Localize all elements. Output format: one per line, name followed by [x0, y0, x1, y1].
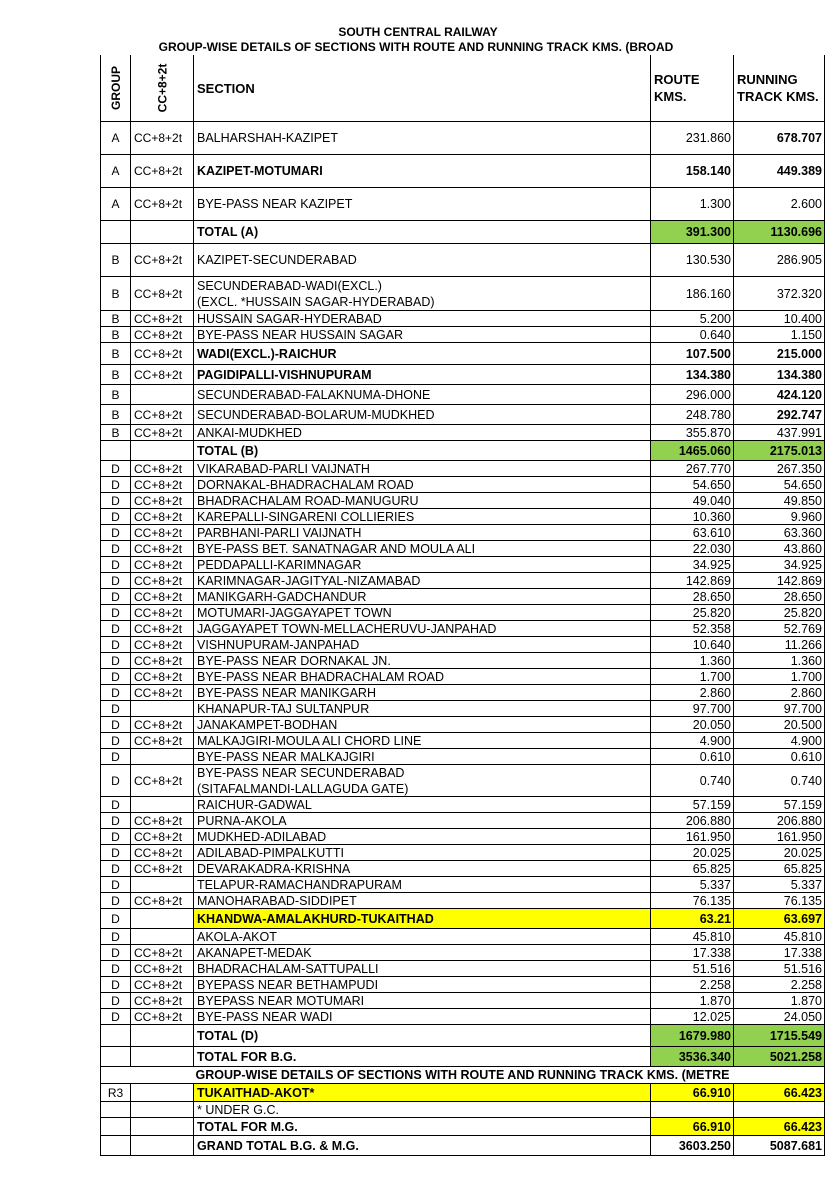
cc-cell: CC+8+2t	[131, 122, 194, 155]
cc-cell: CC+8+2t	[131, 493, 194, 509]
running-track-kms-cell: 292.747	[734, 405, 825, 425]
route-kms-cell: 49.040	[651, 493, 734, 509]
cc-cell: CC+8+2t	[131, 813, 194, 829]
route-kms-cell: 2.860	[651, 685, 734, 701]
route-kms-cell: 5.200	[651, 311, 734, 327]
group-cell: B	[100, 405, 131, 425]
running-track-kms-cell: 5021.258	[734, 1047, 825, 1067]
cc-cell: CC+8+2t	[131, 669, 194, 685]
group-cell: B	[100, 327, 131, 343]
running-track-kms-cell: 45.810	[734, 929, 825, 945]
cc-cell: CC+8+2t	[131, 525, 194, 541]
group-cell: D	[100, 621, 131, 637]
cc-cell: CC+8+2t	[131, 477, 194, 493]
running-track-kms-cell: 5087.681	[734, 1136, 825, 1156]
section-line1: BYE-PASS NEAR SECUNDERABAD	[197, 765, 405, 780]
section-cell: KAREPALLI-SINGARENI COLLIERIES	[194, 509, 651, 525]
cc-cell: CC+8+2t	[131, 1009, 194, 1025]
running-track-kms-cell: 17.338	[734, 945, 825, 961]
running-track-kms-cell: 2.600	[734, 188, 825, 221]
running-track-kms-cell: 10.400	[734, 311, 825, 327]
running-track-kms-cell: 57.159	[734, 797, 825, 813]
running-track-kms-cell: 437.991	[734, 425, 825, 441]
group-cell: D	[100, 845, 131, 861]
section-cell: AKANAPET-MEDAK	[194, 945, 651, 961]
group-cell	[100, 1047, 131, 1067]
group-cell: D	[100, 877, 131, 893]
cc-cell: CC+8+2t	[131, 461, 194, 477]
section-cell: BYE-PASS NEAR MALKAJGIRI	[194, 749, 651, 765]
running-track-kms-cell: 11.266	[734, 637, 825, 653]
running-track-kms-cell: 286.905	[734, 244, 825, 277]
running-track-kms-cell: 2175.013	[734, 441, 825, 461]
running-track-kms-cell: 161.950	[734, 829, 825, 845]
section-cell: VISHNUPURAM-JANPAHAD	[194, 637, 651, 653]
route-kms-cell: 57.159	[651, 797, 734, 813]
route-kms-cell: 76.135	[651, 893, 734, 909]
running-track-kms-cell: 76.135	[734, 893, 825, 909]
cc-cell: CC+8+2t	[131, 605, 194, 621]
running-track-kms-cell: 2.860	[734, 685, 825, 701]
running-track-kms-cell: 2.258	[734, 977, 825, 993]
route-kms-cell: 1465.060	[651, 441, 734, 461]
running-track-kms-cell: 372.320	[734, 277, 825, 311]
group-cell: D	[100, 605, 131, 621]
route-kms-cell: 63.610	[651, 525, 734, 541]
running-track-kms-cell: 142.869	[734, 573, 825, 589]
route-kms-cell: 107.500	[651, 343, 734, 365]
route-kms-cell: 267.770	[651, 461, 734, 477]
group-cell: A	[100, 155, 131, 188]
cc-cell: CC+8+2t	[131, 541, 194, 557]
route-kms-cell: 206.880	[651, 813, 734, 829]
group-cell: D	[100, 909, 131, 929]
section-cell: TOTAL FOR M.G.	[194, 1118, 651, 1136]
cc-cell	[131, 221, 194, 244]
cc-cell: CC+8+2t	[131, 405, 194, 425]
group-cell: B	[100, 385, 131, 405]
section-cell: BYEPASS NEAR MOTUMARI	[194, 993, 651, 1009]
running-track-kms-cell: 54.650	[734, 477, 825, 493]
route-kms-cell: 25.820	[651, 605, 734, 621]
section-line1: SECUNDERABAD-WADI(EXCL.)	[197, 278, 382, 293]
group-cell: D	[100, 493, 131, 509]
section-cell: VIKARABAD-PARLI VAIJNATH	[194, 461, 651, 477]
section-cell: PAGIDIPALLI-VISHNUPURAM	[194, 365, 651, 385]
group-cell	[100, 1025, 131, 1047]
group-cell: D	[100, 797, 131, 813]
route-kms-cell: 17.338	[651, 945, 734, 961]
group-cell: D	[100, 765, 131, 797]
route-kms-cell: 52.358	[651, 621, 734, 637]
route-kms-cell	[651, 1102, 734, 1118]
running-track-kms-cell: 134.380	[734, 365, 825, 385]
route-kms-cell: 10.640	[651, 637, 734, 653]
cc-cell: CC+8+2t	[131, 961, 194, 977]
cc-cell: CC+8+2t	[131, 343, 194, 365]
group-cell	[100, 441, 131, 461]
running-track-kms-cell: 5.337	[734, 877, 825, 893]
running-track-kms-cell: 1.700	[734, 669, 825, 685]
route-kms-cell: 45.810	[651, 929, 734, 945]
group-cell: D	[100, 653, 131, 669]
route-kms-cell: 63.21	[651, 909, 734, 929]
cc-cell	[131, 877, 194, 893]
section-cell: MANIKGARH-GADCHANDUR	[194, 589, 651, 605]
group-cell: D	[100, 557, 131, 573]
section-cell: KARIMNAGAR-JAGITYAL-NIZAMABAD	[194, 573, 651, 589]
section-cell: TELAPUR-RAMACHANDRAPURAM	[194, 877, 651, 893]
section-cell: MANOHARABAD-SIDDIPET	[194, 893, 651, 909]
group-cell: D	[100, 733, 131, 749]
section-cell: BYE-PASS NEAR KAZIPET	[194, 188, 651, 221]
group-cell: D	[100, 589, 131, 605]
running-track-kms-cell: 63.697	[734, 909, 825, 929]
section-cell: * UNDER G.C.	[194, 1102, 651, 1118]
route-kms-cell: 130.530	[651, 244, 734, 277]
running-header: RUNNING TRACK KMS.	[734, 55, 825, 122]
running-track-kms-cell: 63.360	[734, 525, 825, 541]
cc-cell	[131, 1136, 194, 1156]
running-track-kms-cell: 20.025	[734, 845, 825, 861]
section-cell: BHADRACHALAM ROAD-MANUGURU	[194, 493, 651, 509]
route-kms-cell: 1.360	[651, 653, 734, 669]
section-cell: ANKAI-MUDKHED	[194, 425, 651, 441]
running-track-kms-cell: 28.650	[734, 589, 825, 605]
group-cell	[100, 1118, 131, 1136]
cc-cell: CC+8+2t	[131, 365, 194, 385]
running-track-kms-cell: 43.860	[734, 541, 825, 557]
group-cell: D	[100, 929, 131, 945]
route-kms-cell: 66.910	[651, 1084, 734, 1102]
cc-cell: CC+8+2t	[131, 829, 194, 845]
group-cell: D	[100, 509, 131, 525]
group-cell: D	[100, 961, 131, 977]
running-track-kms-cell: 267.350	[734, 461, 825, 477]
cc-cell	[131, 1084, 194, 1102]
section-cell	[194, 765, 651, 797]
route-kms-cell: 231.860	[651, 122, 734, 155]
cc-cell: CC+8+2t	[131, 717, 194, 733]
running-track-kms-cell: 66.423	[734, 1118, 825, 1136]
cc-cell	[131, 1118, 194, 1136]
running-track-kms-cell: 4.900	[734, 733, 825, 749]
group-cell: D	[100, 829, 131, 845]
cc-cell: CC+8+2t	[131, 893, 194, 909]
cc-cell	[131, 1025, 194, 1047]
route-kms-cell: 54.650	[651, 477, 734, 493]
running-track-kms-cell: 97.700	[734, 701, 825, 717]
cc-cell	[131, 749, 194, 765]
cc-cell	[131, 385, 194, 405]
section-cell: MALKAJGIRI-MOULA ALI CHORD LINE	[194, 733, 651, 749]
mg-subtitle: GROUP-WISE DETAILS OF SECTIONS WITH ROUTE AND RUNNING TRACK KMS. (METRE	[100, 1067, 825, 1084]
cc-cell: CC+8+2t	[131, 765, 194, 797]
route-kms-cell: 0.640	[651, 327, 734, 343]
group-cell	[100, 1136, 131, 1156]
section-cell: BHADRACHALAM-SATTUPALLI	[194, 961, 651, 977]
running-track-kms-cell: 0.740	[734, 765, 825, 797]
group-cell: D	[100, 977, 131, 993]
route-kms-cell: 2.258	[651, 977, 734, 993]
route-kms-cell: 186.160	[651, 277, 734, 311]
running-track-kms-cell: 24.050	[734, 1009, 825, 1025]
cc-header: CC+8+2t	[131, 55, 194, 122]
group-cell: B	[100, 311, 131, 327]
section-cell: TOTAL (B)	[194, 441, 651, 461]
cc-cell: CC+8+2t	[131, 945, 194, 961]
section-cell: MUDKHED-ADILABAD	[194, 829, 651, 845]
group-cell: D	[100, 861, 131, 877]
section-cell: TOTAL (D)	[194, 1025, 651, 1047]
section-line2: (SITAFALMANDI-LALLAGUDA GATE)	[197, 781, 409, 796]
running-track-kms-cell: 1130.696	[734, 221, 825, 244]
group-cell: A	[100, 122, 131, 155]
section-cell: BYE-PASS BET. SANATNAGAR AND MOULA ALI	[194, 541, 651, 557]
group-cell: D	[100, 525, 131, 541]
running-track-kms-cell: 1715.549	[734, 1025, 825, 1047]
cc-cell: CC+8+2t	[131, 244, 194, 277]
group-cell: D	[100, 637, 131, 653]
route-kms-cell: 3536.340	[651, 1047, 734, 1067]
group-cell: D	[100, 813, 131, 829]
group-cell: D	[100, 701, 131, 717]
route-header: ROUTE KMS.	[651, 55, 734, 122]
section-cell: BALHARSHAH-KAZIPET	[194, 122, 651, 155]
section-line2: (EXCL. *HUSSAIN SAGAR-HYDERABAD)	[197, 294, 435, 309]
cc-cell: CC+8+2t	[131, 277, 194, 311]
section-cell: SECUNDERABAD-BOLARUM-MUDKHED	[194, 405, 651, 425]
running-track-kms-cell: 215.000	[734, 343, 825, 365]
route-kms-cell: 5.337	[651, 877, 734, 893]
section-cell: TOTAL FOR B.G.	[194, 1047, 651, 1067]
cc-cell	[131, 441, 194, 461]
route-kms-cell: 97.700	[651, 701, 734, 717]
cc-cell	[131, 701, 194, 717]
section-cell: BYE-PASS NEAR MANIKGARH	[194, 685, 651, 701]
running-track-kms-cell: 9.960	[734, 509, 825, 525]
section-cell: DORNAKAL-BHADRACHALAM ROAD	[194, 477, 651, 493]
cc-cell: CC+8+2t	[131, 685, 194, 701]
route-kms-cell: 134.380	[651, 365, 734, 385]
group-cell: B	[100, 425, 131, 441]
route-kms-cell: 3603.250	[651, 1136, 734, 1156]
group-cell: B	[100, 244, 131, 277]
route-kms-cell: 4.900	[651, 733, 734, 749]
group-cell: D	[100, 717, 131, 733]
group-cell: R3	[100, 1084, 131, 1102]
group-cell: B	[100, 365, 131, 385]
cc-cell: CC+8+2t	[131, 509, 194, 525]
route-kms-cell: 20.050	[651, 717, 734, 733]
section-cell: JANAKAMPET-BODHAN	[194, 717, 651, 733]
running-track-kms-cell: 25.820	[734, 605, 825, 621]
group-cell: D	[100, 573, 131, 589]
bg-subtitle: GROUP-WISE DETAILS OF SECTIONS WITH ROUTE AND RUNNING TRACK KMS. (BROAD	[158, 40, 674, 54]
group-cell: D	[100, 477, 131, 493]
running-track-kms-cell: 1.360	[734, 653, 825, 669]
section-header: SECTION	[194, 55, 651, 122]
cc-cell: CC+8+2t	[131, 637, 194, 653]
section-cell: PARBHANI-PARLI VAIJNATH	[194, 525, 651, 541]
cc-cell	[131, 1047, 194, 1067]
section-cell: TOTAL (A)	[194, 221, 651, 244]
group-header: GROUP	[100, 55, 131, 122]
section-cell: JAGGAYAPET TOWN-MELLACHERUVU-JANPAHAD	[194, 621, 651, 637]
section-cell: TUKAITHAD-AKOT*	[194, 1084, 651, 1102]
running-track-kms-cell: 66.423	[734, 1084, 825, 1102]
running-track-kms-cell: 424.120	[734, 385, 825, 405]
group-cell: D	[100, 461, 131, 477]
section-cell: KHANAPUR-TAJ SULTANPUR	[194, 701, 651, 717]
route-kms-cell: 0.610	[651, 749, 734, 765]
running-track-kms-cell: 51.516	[734, 961, 825, 977]
group-cell: D	[100, 685, 131, 701]
cc-cell: CC+8+2t	[131, 653, 194, 669]
route-kms-cell: 1679.980	[651, 1025, 734, 1047]
route-kms-cell: 142.869	[651, 573, 734, 589]
cc-cell	[131, 929, 194, 945]
cc-cell: CC+8+2t	[131, 733, 194, 749]
running-track-kms-cell: 34.925	[734, 557, 825, 573]
report-title: SOUTH CENTRAL RAILWAY	[338, 25, 498, 39]
section-cell: BYE-PASS NEAR DORNAKAL JN.	[194, 653, 651, 669]
section-cell: WADI(EXCL.)-RAICHUR	[194, 343, 651, 365]
group-cell	[100, 221, 131, 244]
cc-cell: CC+8+2t	[131, 155, 194, 188]
group-cell: D	[100, 541, 131, 557]
section-cell: RAICHUR-GADWAL	[194, 797, 651, 813]
group-cell: D	[100, 669, 131, 685]
route-kms-cell: 22.030	[651, 541, 734, 557]
cc-cell	[131, 909, 194, 929]
cc-cell	[131, 1102, 194, 1118]
group-cell: A	[100, 188, 131, 221]
section-cell: GRAND TOTAL B.G. & M.G.	[194, 1136, 651, 1156]
cc-cell: CC+8+2t	[131, 573, 194, 589]
section-cell: HUSSAIN SAGAR-HYDERABAD	[194, 311, 651, 327]
running-track-kms-cell: 206.880	[734, 813, 825, 829]
route-kms-cell: 158.140	[651, 155, 734, 188]
route-kms-cell: 248.780	[651, 405, 734, 425]
route-kms-cell: 28.650	[651, 589, 734, 605]
route-kms-cell: 20.025	[651, 845, 734, 861]
section-cell	[194, 277, 651, 311]
cc-cell: CC+8+2t	[131, 993, 194, 1009]
route-kms-cell: 65.825	[651, 861, 734, 877]
route-kms-cell: 34.925	[651, 557, 734, 573]
group-cell: D	[100, 1009, 131, 1025]
group-cell: D	[100, 945, 131, 961]
section-cell: PEDDAPALLI-KARIMNAGAR	[194, 557, 651, 573]
group-cell: B	[100, 343, 131, 365]
section-cell: KHANDWA-AMALAKHURD-TUKAITHAD	[194, 909, 651, 929]
route-kms-cell: 0.740	[651, 765, 734, 797]
group-cell: B	[100, 277, 131, 311]
route-kms-cell: 10.360	[651, 509, 734, 525]
route-kms-cell: 1.300	[651, 188, 734, 221]
route-kms-cell: 1.870	[651, 993, 734, 1009]
section-cell: KAZIPET-MOTUMARI	[194, 155, 651, 188]
section-cell: SECUNDERABAD-FALAKNUMA-DHONE	[194, 385, 651, 405]
cc-cell	[131, 797, 194, 813]
cc-cell: CC+8+2t	[131, 589, 194, 605]
route-kms-cell: 296.000	[651, 385, 734, 405]
running-track-kms-cell: 1.150	[734, 327, 825, 343]
route-kms-cell: 51.516	[651, 961, 734, 977]
running-track-kms-cell: 678.707	[734, 122, 825, 155]
route-kms-cell: 391.300	[651, 221, 734, 244]
cc-cell: CC+8+2t	[131, 327, 194, 343]
cc-cell: CC+8+2t	[131, 188, 194, 221]
group-cell: D	[100, 893, 131, 909]
running-track-kms-cell: 1.870	[734, 993, 825, 1009]
section-cell: MOTUMARI-JAGGAYAPET TOWN	[194, 605, 651, 621]
cc-cell: CC+8+2t	[131, 311, 194, 327]
running-track-kms-cell: 65.825	[734, 861, 825, 877]
running-track-kms-cell: 449.389	[734, 155, 825, 188]
running-track-kms-cell: 20.500	[734, 717, 825, 733]
group-cell: D	[100, 749, 131, 765]
group-cell	[100, 1102, 131, 1118]
section-cell: ADILABAD-PIMPALKUTTI	[194, 845, 651, 861]
section-cell: BYE-PASS NEAR HUSSAIN SAGAR	[194, 327, 651, 343]
cc-cell: CC+8+2t	[131, 557, 194, 573]
cc-cell: CC+8+2t	[131, 621, 194, 637]
running-track-kms-cell: 0.610	[734, 749, 825, 765]
section-cell: BYEPASS NEAR BETHAMPUDI	[194, 977, 651, 993]
cc-cell: CC+8+2t	[131, 977, 194, 993]
running-track-kms-cell	[734, 1102, 825, 1118]
section-cell: AKOLA-AKOT	[194, 929, 651, 945]
group-cell: D	[100, 993, 131, 1009]
section-cell: BYE-PASS NEAR WADI	[194, 1009, 651, 1025]
cc-cell: CC+8+2t	[131, 425, 194, 441]
running-track-kms-cell: 49.850	[734, 493, 825, 509]
route-kms-cell: 161.950	[651, 829, 734, 845]
section-cell: BYE-PASS NEAR BHADRACHALAM ROAD	[194, 669, 651, 685]
route-kms-cell: 66.910	[651, 1118, 734, 1136]
section-cell: PURNA-AKOLA	[194, 813, 651, 829]
cc-cell: CC+8+2t	[131, 861, 194, 877]
section-cell: KAZIPET-SECUNDERABAD	[194, 244, 651, 277]
route-kms-cell: 1.700	[651, 669, 734, 685]
cc-cell: CC+8+2t	[131, 845, 194, 861]
route-kms-cell: 355.870	[651, 425, 734, 441]
route-kms-cell: 12.025	[651, 1009, 734, 1025]
running-track-kms-cell: 52.769	[734, 621, 825, 637]
section-cell: DEVARAKADRA-KRISHNA	[194, 861, 651, 877]
